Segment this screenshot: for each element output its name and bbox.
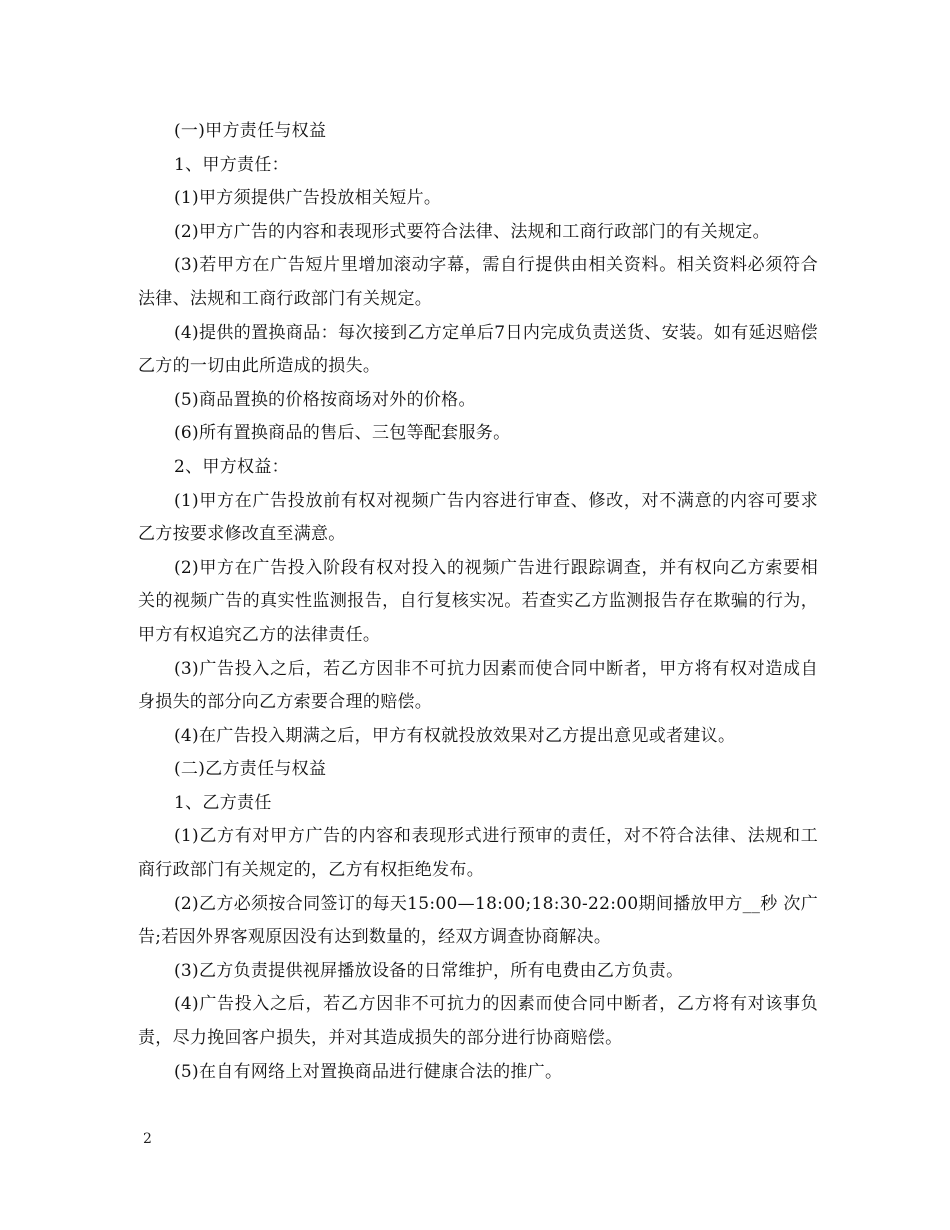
document-body (138, 115, 818, 1089)
clause-b-resp-3: (3)乙方负责提供视屏播放设备的日常维护，所有电费由乙方负责。 (174, 960, 684, 981)
clause-a-resp-5: (5)商品置换的价格按商场对外的价格。 (174, 389, 476, 410)
clause-a-resp-2: (2)甲方广告的内容和表现形式要符合法律、法规和工商行政部门的有关规定。 (174, 221, 770, 242)
clause-a-rights-3: (3)广告投入之后，若乙方因非不可抗力因素而使合同中断者，甲方将有权对造成自身损失的部分向乙方索要合理的赔偿。 (138, 658, 818, 713)
clause-a-rights-1: (1)甲方在广告投放前有权对视频广告内容进行审查、修改，对不满意的内容可要求乙方按要求修改直至满意。 (138, 490, 818, 545)
clause-a-rights-2: (2)甲方在广告投入阶段有权对投入的视频广告进行跟踪调查，并有权向乙方索要相关的视频广告的真实性监测报告，自行复核实况。若查实乙方监测报告存在欺骗的行为，甲方有权追究乙方的法律责任。 (138, 557, 818, 645)
clause-a-rights-4: (4)在广告投入期满之后，甲方有权就投放效果对乙方提出意见或者建议。 (174, 725, 736, 746)
clause-a-resp-3: (3)若甲方在广告短片里增加滚动字幕，需自行提供由相关资料。相关资料必须符合法律、法规和工商行政部门有关规定。 (138, 255, 818, 309)
clause-b-resp-1: (1)乙方有对甲方广告的内容和表现形式进行预审的责任，对不符合法律、法规和工商行政部门有关规定的，乙方有权拒绝发布。 (138, 826, 818, 881)
subheading-party-a-rights: 2、甲方权益： (174, 456, 289, 477)
section-heading-party-a: (一)甲方责任与权益 (174, 121, 327, 141)
clause-b-resp-5: (5)在自有网络上对置换商品进行健康合法的推广。 (174, 1061, 563, 1082)
clause-b-resp-2: (2)乙方必须按合同签订的每天15:00—18:00;18:30-22:00期间播放甲方__秒 次广告;若因外界客观原因没有达到数量的，经双方调查协商解决。 (138, 893, 818, 948)
subheading-party-b-responsibilities: 1、乙方责任 (174, 792, 272, 813)
clause-b-resp-4: (4)广告投入之后，若乙方因非不可抗力的因素而使合同中断者，乙方将有对该事负责，尽力挽回客户损失，并对其造成损失的部分进行协商赔偿。 (138, 994, 818, 1049)
clause-a-resp-1: (1)甲方须提供广告投放相关短片。 (174, 188, 442, 209)
clause-a-resp-4: (4)提供的置换商品：每次接到乙方定单后7日内完成负责送货、安装。如有延迟赔偿乙方的一切由此所造成的损失。 (138, 322, 818, 377)
clause-a-resp-6: (6)所有置换商品的售后、三包等配套服务。 (174, 423, 511, 444)
subheading-party-a-responsibilities: 1、甲方责任： (174, 154, 289, 175)
section-heading-party-b: (二)乙方责任与权益 (174, 759, 327, 780)
page-number: 2 (143, 1131, 152, 1147)
